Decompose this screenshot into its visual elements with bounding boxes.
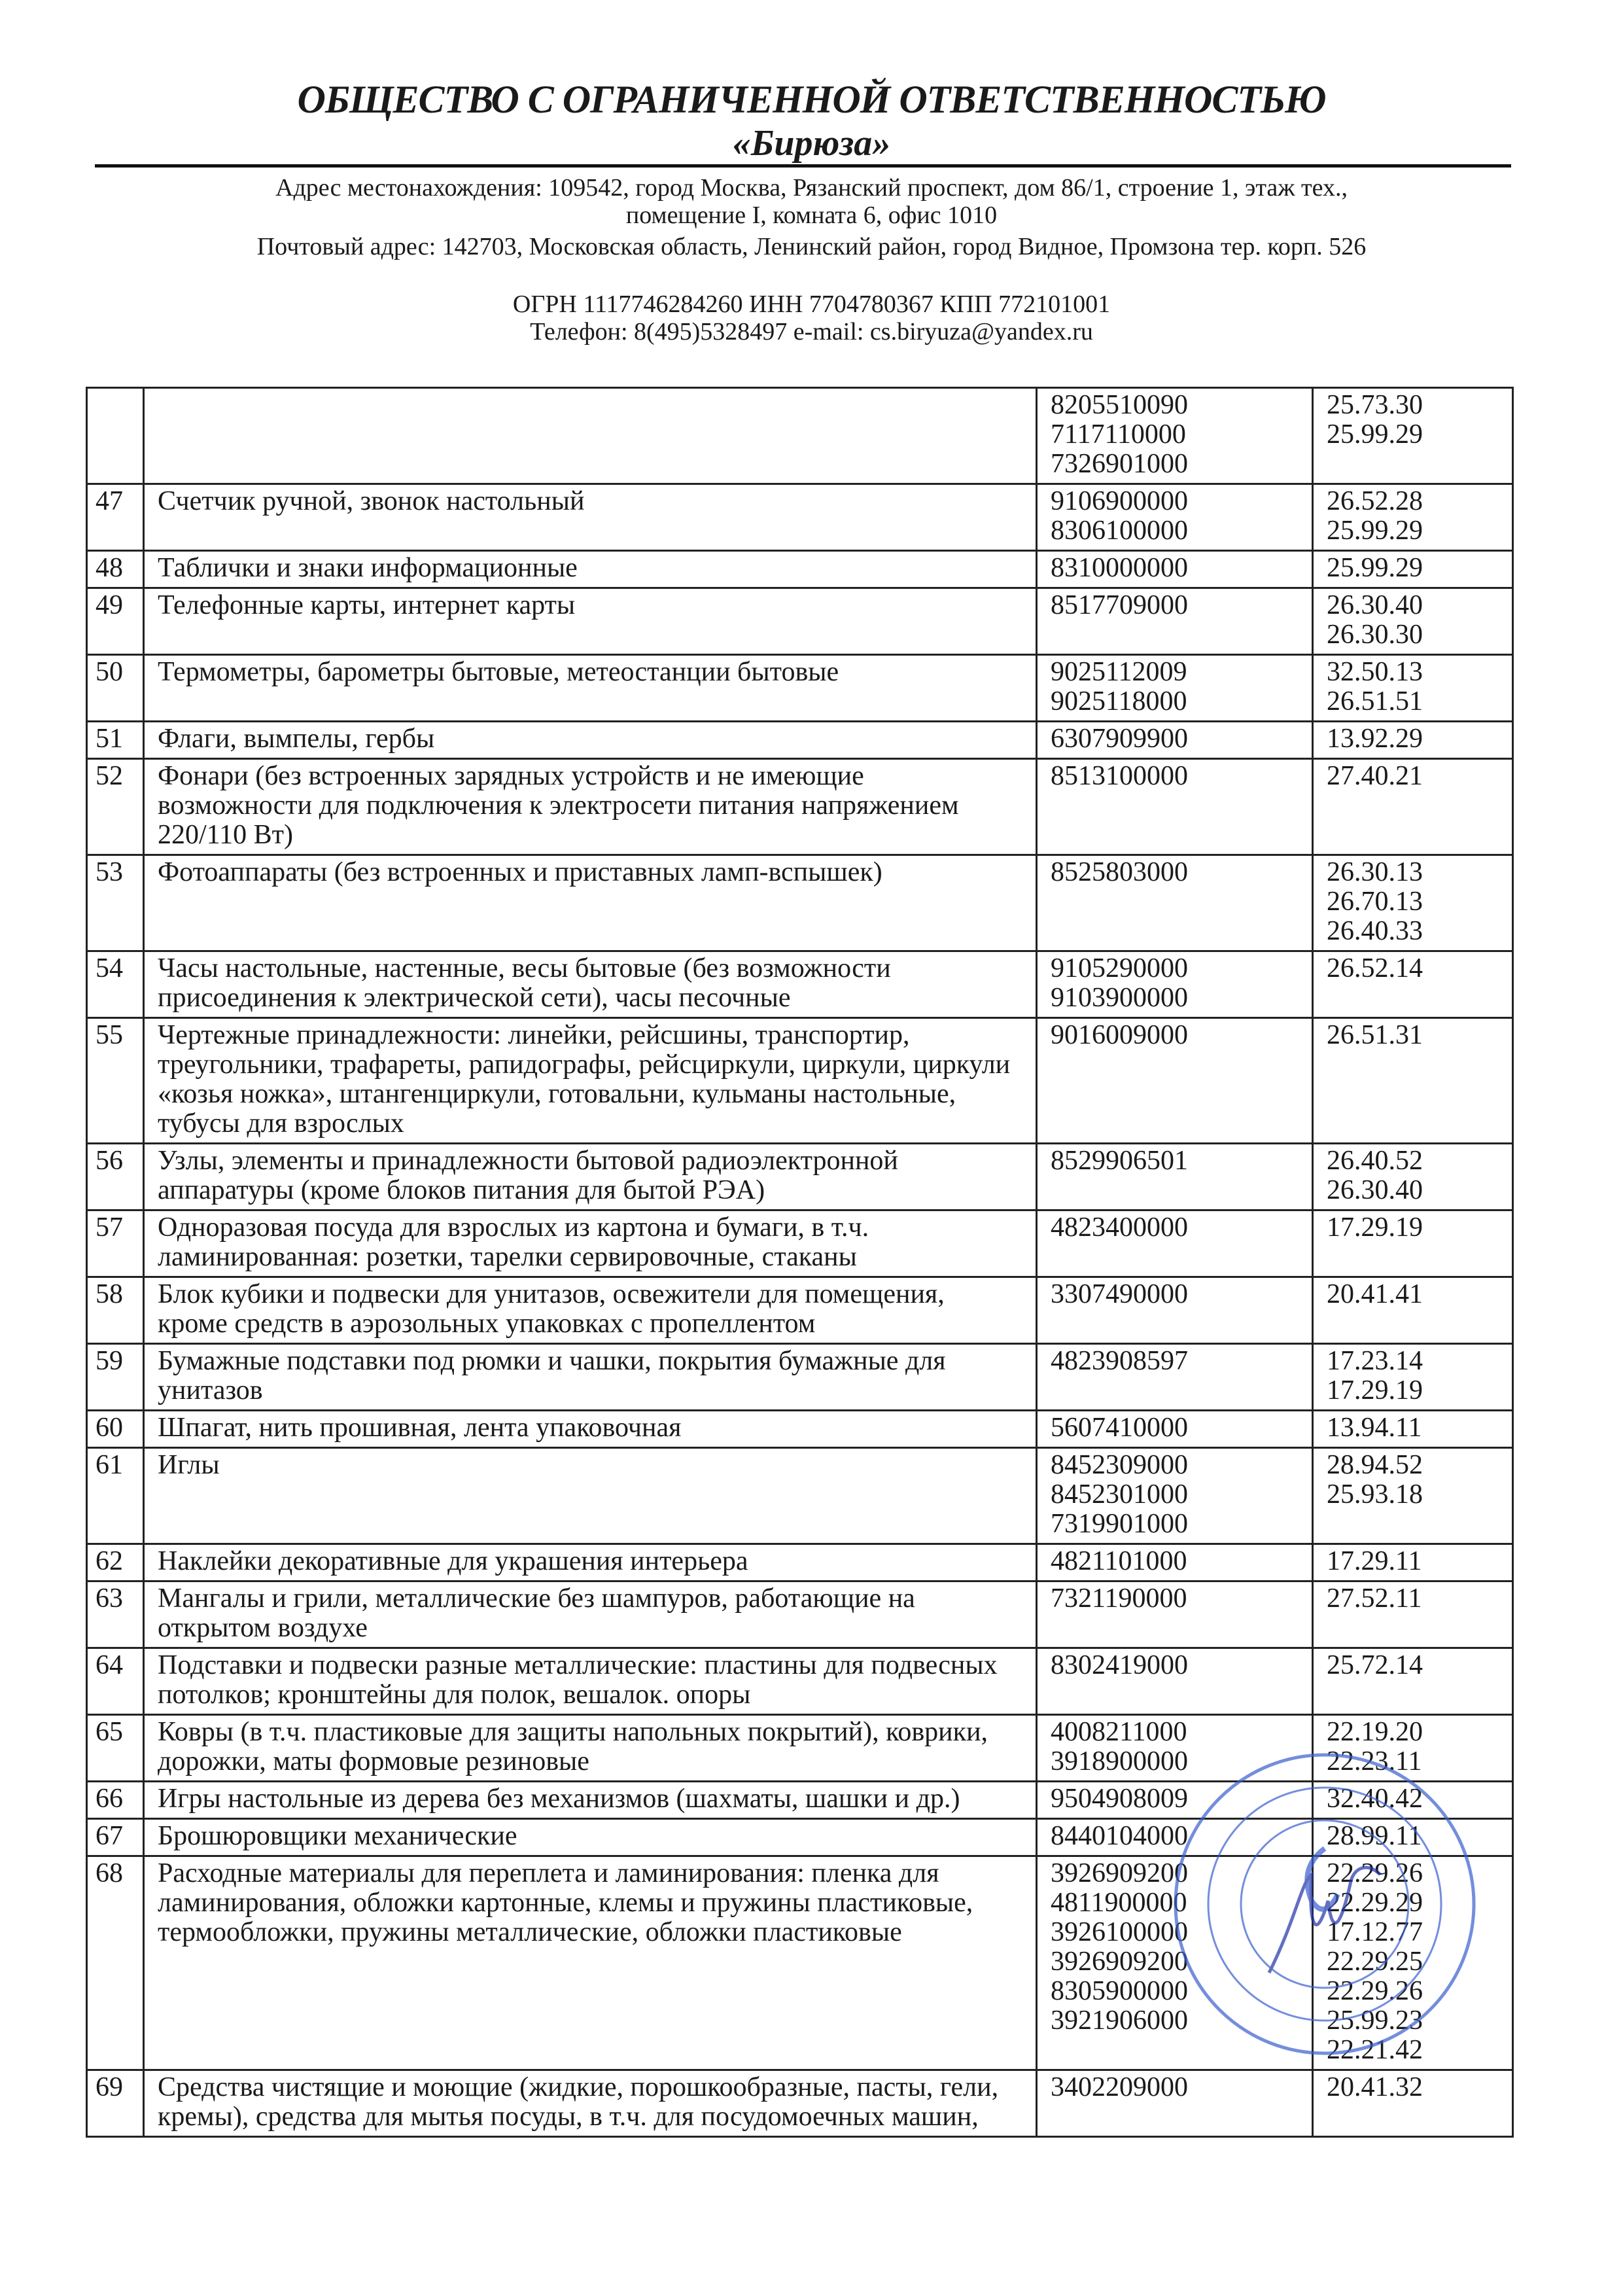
row-number: 56: [87, 1144, 144, 1210]
okpd-codes-line: 17.29.19: [1327, 1212, 1423, 1243]
tnved-codes-line: 8452301000: [1051, 1479, 1188, 1510]
table-row: [87, 1856, 1513, 2070]
okpd-codes: [1313, 722, 1513, 759]
product-description-line: Средства чистящие и моющие (жидкие, порошкообразные, пасты, гели,: [158, 2072, 999, 2102]
product-description-line: Мангалы и грили, металлические без шампуров, работающие на: [158, 1583, 915, 1614]
product-description-line: Подставки и подвески разные металлические: пластины для подвесных: [158, 1650, 998, 1680]
product-description-line: присоединения к электрической сети), часы песочные: [158, 983, 791, 1013]
product-description-line: 220/110 Вт): [158, 820, 293, 850]
table-row: [87, 1782, 1513, 1819]
product-description: [144, 1856, 1037, 2070]
tnved-codes-line: 7326901000: [1051, 449, 1188, 479]
tnved-codes-line: 8205510090: [1051, 390, 1188, 420]
row-number: 69: [87, 2070, 144, 2137]
table-row: [87, 1819, 1513, 1856]
product-description-line: возможности для подключения к электросети питания напряжением: [158, 790, 959, 821]
company-name: «Бирюза»: [732, 123, 891, 164]
product-description: [144, 2070, 1037, 2137]
tnved-codes-line: 6307909900: [1051, 724, 1188, 754]
product-description-line: Наклейки декоративные для украшения интерьера: [158, 1546, 748, 1576]
tnved-codes: [1037, 2070, 1313, 2137]
okpd-codes: [1313, 388, 1513, 484]
tnved-codes-line: 3402209000: [1051, 2072, 1188, 2102]
tnved-codes-line: 9106900000: [1051, 486, 1188, 516]
tnved-codes-line: 8517709000: [1051, 590, 1188, 620]
tnved-codes: [1037, 759, 1313, 855]
registration-numbers: ОГРН 1117746284260 ИНН 7704780367 КПП 772101001: [512, 291, 1111, 318]
okpd-codes-line: 25.72.14: [1327, 1650, 1423, 1680]
okpd-codes: [1313, 588, 1513, 655]
table-row: [87, 1648, 1513, 1715]
okpd-codes-line: 17.12.77: [1327, 1917, 1423, 1947]
tnved-codes: [1037, 1544, 1313, 1581]
tnved-codes: [1037, 1344, 1313, 1411]
row-number: 67: [87, 1819, 144, 1856]
product-description: [144, 1210, 1037, 1277]
product-description: [144, 388, 1037, 484]
table-row: [87, 655, 1513, 722]
okpd-codes: [1313, 1715, 1513, 1782]
table-row: [87, 388, 1513, 484]
okpd-codes-line: 26.51.31: [1327, 1020, 1423, 1050]
row-number: 48: [87, 551, 144, 588]
okpd-codes-line: 26.40.33: [1327, 916, 1423, 946]
product-description-line: Узлы, элементы и принадлежности бытовой радиоэлектронной: [158, 1146, 898, 1176]
row-number: 51: [87, 722, 144, 759]
tnved-codes: [1037, 855, 1313, 951]
table-row: [87, 1277, 1513, 1344]
okpd-codes: [1313, 855, 1513, 951]
product-description-line: потолков; кронштейны для полок, вешалок. опоры: [158, 1680, 751, 1710]
postal-address: Почтовый адрес: 142703, Московская область, Ленинский район, город Видное, Промзона тер. корп. 526: [256, 233, 1367, 260]
tnved-codes: [1037, 1411, 1313, 1448]
okpd-codes: [1313, 1144, 1513, 1210]
product-description-line: Иглы: [158, 1450, 220, 1480]
product-description-line: дорожки, маты формовые резиновые: [158, 1746, 589, 1776]
tnved-codes: [1037, 551, 1313, 588]
table-row: [87, 484, 1513, 551]
product-description-line: Фонари (без встроенных зарядных устройств и не имеющие: [158, 761, 864, 791]
okpd-codes: [1313, 1344, 1513, 1411]
product-description-line: треугольники, трафареты, рапидографы, рейсциркули, циркули, циркули: [158, 1050, 1011, 1080]
tnved-codes-line: 7117110000: [1051, 419, 1186, 450]
row-number: 62: [87, 1544, 144, 1581]
okpd-codes-line: 25.99.23: [1327, 2005, 1423, 2036]
tnved-codes-line: 3926909200: [1051, 1947, 1188, 1977]
table-row: [87, 1210, 1513, 1277]
okpd-codes-line: 22.19.20: [1327, 1717, 1423, 1747]
product-description: [144, 1448, 1037, 1544]
product-description: [144, 1782, 1037, 1819]
okpd-codes-line: 26.40.52: [1327, 1146, 1423, 1176]
okpd-codes-line: 17.29.19: [1327, 1375, 1423, 1405]
table-row: [87, 1715, 1513, 1782]
okpd-codes-line: 22.29.26: [1327, 1976, 1423, 2006]
tnved-codes-line: 8302419000: [1051, 1650, 1188, 1680]
table-row: [87, 551, 1513, 588]
tnved-codes: [1037, 1715, 1313, 1782]
table-row: [87, 1344, 1513, 1411]
row-number: 68: [87, 1856, 144, 2070]
table-row: [87, 855, 1513, 951]
tnved-codes: [1037, 1144, 1313, 1210]
legal-address-line1: Адрес местонахождения: 109542, город Москва, Рязанский проспект, дом 86/1, строение 1, этаж тех.,: [275, 174, 1348, 202]
row-number: 58: [87, 1277, 144, 1344]
product-description-line: Брошюровщики механические: [158, 1821, 517, 1851]
okpd-codes-line: 25.99.29: [1327, 419, 1423, 450]
row-number: 53: [87, 855, 144, 951]
product-description: [144, 855, 1037, 951]
product-description-line: Бумажные подставки под рюмки и чашки, покрытия бумажные для: [158, 1346, 946, 1376]
okpd-codes-line: 13.94.11: [1327, 1413, 1422, 1443]
product-description-line: Блок кубики и подвески для унитазов, освежители для помещения,: [158, 1279, 945, 1309]
product-description: [144, 759, 1037, 855]
okpd-codes-line: 26.30.30: [1327, 620, 1423, 650]
row-number: 61: [87, 1448, 144, 1544]
okpd-codes-line: 26.52.28: [1327, 486, 1423, 516]
tnved-codes: [1037, 1856, 1313, 2070]
okpd-codes-line: 27.52.11: [1327, 1583, 1422, 1614]
product-description-line: Счетчик ручной, звонок настольный: [158, 486, 585, 516]
tnved-codes-line: 4811900000: [1051, 1888, 1187, 1918]
product-description-line: «козья ножка», штангенциркули, готовальни, кульманы настольные,: [158, 1079, 956, 1109]
okpd-codes-line: 22.29.25: [1327, 1947, 1423, 1977]
product-description: [144, 484, 1037, 551]
table-row: [87, 1411, 1513, 1448]
product-description-line: тубусы для взрослых: [158, 1108, 404, 1139]
tnved-codes-line: 3921906000: [1051, 2005, 1188, 2036]
tnved-codes: [1037, 655, 1313, 722]
okpd-codes-line: 13.92.29: [1327, 724, 1423, 754]
row-number: 54: [87, 951, 144, 1018]
okpd-codes-line: 25.73.30: [1327, 390, 1423, 420]
tnved-codes-line: 8529906501: [1051, 1146, 1188, 1176]
table-row: [87, 1144, 1513, 1210]
tnved-codes-line: 9103900000: [1051, 983, 1188, 1013]
tnved-codes-line: 9016009000: [1051, 1020, 1188, 1050]
okpd-codes: [1313, 1210, 1513, 1277]
product-description: [144, 1648, 1037, 1715]
okpd-codes-line: 26.52.14: [1327, 953, 1423, 983]
product-description: [144, 951, 1037, 1018]
row-number: 60: [87, 1411, 144, 1448]
okpd-codes-line: 26.30.40: [1327, 1175, 1423, 1205]
tnved-codes-line: 9025112009: [1051, 657, 1187, 687]
tnved-codes: [1037, 1277, 1313, 1344]
okpd-codes: [1313, 1411, 1513, 1448]
table-row: [87, 2070, 1513, 2137]
okpd-codes: [1313, 1277, 1513, 1344]
tnved-codes: [1037, 1782, 1313, 1819]
okpd-codes-line: 26.51.51: [1327, 686, 1423, 716]
okpd-codes-line: 22.29.29: [1327, 1888, 1423, 1918]
product-description: [144, 655, 1037, 722]
tnved-codes-line: 5607410000: [1051, 1413, 1188, 1443]
table-row: [87, 759, 1513, 855]
tnved-codes-line: 3307490000: [1051, 1279, 1188, 1309]
okpd-codes: [1313, 2070, 1513, 2137]
row-number: 50: [87, 655, 144, 722]
tnved-codes-line: 8440104000: [1051, 1821, 1188, 1851]
okpd-codes: [1313, 951, 1513, 1018]
tnved-codes: [1037, 484, 1313, 551]
contacts: Телефон: 8(495)5328497 e-mail: cs.biryuza@yandex.ru: [530, 318, 1093, 345]
okpd-codes: [1313, 1856, 1513, 2070]
product-description-line: Игры настольные из дерева без механизмов (шахматы, шашки и др.): [158, 1784, 960, 1814]
tnved-codes-line: 3918900000: [1051, 1746, 1188, 1776]
product-description: [144, 1277, 1037, 1344]
product-description: [144, 1544, 1037, 1581]
okpd-codes: [1313, 551, 1513, 588]
row-number: 66: [87, 1782, 144, 1819]
okpd-codes-line: 25.99.29: [1327, 553, 1423, 583]
okpd-codes-line: 20.41.32: [1327, 2072, 1423, 2102]
okpd-codes-line: 28.94.52: [1327, 1450, 1423, 1480]
okpd-codes-line: 26.30.13: [1327, 857, 1423, 887]
product-description-line: Чертежные принадлежности: линейки, рейсшины, транспортир,: [158, 1020, 910, 1050]
row-number: 49: [87, 588, 144, 655]
tnved-codes-line: 7321190000: [1051, 1583, 1187, 1614]
product-description-line: ламинированная: розетки, тарелки сервировочные, стаканы: [158, 1242, 857, 1272]
tnved-codes: [1037, 951, 1313, 1018]
okpd-codes-line: 27.40.21: [1327, 761, 1423, 791]
tnved-codes-line: 8305900000: [1051, 1976, 1188, 2006]
okpd-codes-line: 17.23.14: [1327, 1346, 1423, 1376]
product-description-line: Ковры (в т.ч. пластиковые для защиты напольных покрытий), коврики,: [158, 1717, 988, 1747]
legal-address-line2: помещение I, комната 6, офис 1010: [625, 202, 998, 229]
row-number: 59: [87, 1344, 144, 1411]
table-row: [87, 951, 1513, 1018]
header-divider: [95, 164, 1511, 168]
row-number: 64: [87, 1648, 144, 1715]
product-description-line: Фотоаппараты (без встроенных и приставных ламп-вспышек): [158, 857, 882, 887]
product-description: [144, 588, 1037, 655]
product-description: [144, 1581, 1037, 1648]
row-number: 55: [87, 1018, 144, 1144]
product-description-line: термообложки, пружины металлические, обложки пластиковые: [158, 1917, 902, 1947]
product-description-line: Одноразовая посуда для взрослых из картона и бумаги, в т.ч.: [158, 1212, 869, 1243]
okpd-codes-line: 25.99.29: [1327, 516, 1423, 546]
tnved-codes: [1037, 1448, 1313, 1544]
product-description-line: ламинирования, обложки картонные, клемы и пружины пластиковые,: [158, 1888, 973, 1918]
okpd-codes: [1313, 1018, 1513, 1144]
product-description: [144, 1144, 1037, 1210]
product-description: [144, 1344, 1037, 1411]
okpd-codes-line: 22.29.26: [1327, 1858, 1423, 1888]
tnved-codes: [1037, 1648, 1313, 1715]
tnved-codes-line: 9105290000: [1051, 953, 1188, 983]
okpd-codes-line: 20.41.41: [1327, 1279, 1423, 1309]
okpd-codes-line: 32.50.13: [1327, 657, 1423, 687]
tnved-codes-line: 8306100000: [1051, 516, 1188, 546]
tnved-codes-line: 4823400000: [1051, 1212, 1188, 1243]
tnved-codes-line: 8310000000: [1051, 553, 1188, 583]
okpd-codes-line: 25.93.18: [1327, 1479, 1423, 1510]
okpd-codes: [1313, 1581, 1513, 1648]
product-description-line: унитазов: [158, 1375, 263, 1405]
okpd-codes: [1313, 1819, 1513, 1856]
tnved-codes-line: 3926909200: [1051, 1858, 1188, 1888]
tnved-codes-line: 4823908597: [1051, 1346, 1188, 1376]
product-description: [144, 1715, 1037, 1782]
product-description-line: кроме средств в аэрозольных упаковках с пропеллентом: [158, 1309, 816, 1339]
table-row: [87, 588, 1513, 655]
tnved-codes-line: 8525803000: [1051, 857, 1188, 887]
product-description-line: Расходные материалы для переплета и ламинирования: пленка для: [158, 1858, 939, 1888]
product-description-line: Флаги, вымпелы, гербы: [158, 724, 435, 754]
okpd-codes-line: 22.23.11: [1327, 1746, 1422, 1776]
product-description-line: Шпагат, нить прошивная, лента упаковочная: [158, 1413, 682, 1443]
row-number: [87, 388, 144, 484]
tnved-codes-line: 8452309000: [1051, 1450, 1188, 1480]
okpd-codes: [1313, 655, 1513, 722]
product-description: [144, 1819, 1037, 1856]
okpd-codes-line: 26.30.40: [1327, 590, 1423, 620]
okpd-codes: [1313, 1544, 1513, 1581]
row-number: 47: [87, 484, 144, 551]
row-number: 52: [87, 759, 144, 855]
row-number: 57: [87, 1210, 144, 1277]
product-description-line: кремы), средства для мытья посуды, в т.ч. для посудомоечных машин,: [158, 2102, 979, 2132]
company-title: ОБЩЕСТВО С ОГРАНИЧЕННОЙ ОТВЕТСТВЕННОСТЬЮ: [297, 78, 1326, 121]
okpd-codes-line: 28.99.11: [1327, 1821, 1422, 1851]
okpd-codes: [1313, 1448, 1513, 1544]
table-row: [87, 722, 1513, 759]
okpd-codes-line: 22.21.42: [1327, 2035, 1423, 2065]
okpd-codes-line: 26.70.13: [1327, 887, 1423, 917]
product-description-line: аппаратуры (кроме блоков питания для бытой РЭА): [158, 1175, 765, 1205]
product-description-line: открытом воздухе: [158, 1613, 368, 1643]
product-description-line: Термометры, барометры бытовые, метеостанции бытовые: [158, 657, 839, 687]
okpd-codes-line: 32.40.42: [1327, 1784, 1423, 1814]
tnved-codes: [1037, 588, 1313, 655]
tnved-codes-line: 9025118000: [1051, 686, 1187, 716]
product-description-line: Телефонные карты, интернет карты: [158, 590, 576, 620]
tnved-codes: [1037, 1581, 1313, 1648]
tnved-codes-line: 3926100000: [1051, 1917, 1188, 1947]
tnved-codes: [1037, 388, 1313, 484]
table-row: [87, 1448, 1513, 1544]
tnved-codes: [1037, 1018, 1313, 1144]
tnved-codes-line: 4821101000: [1051, 1546, 1187, 1576]
tnved-codes-line: 7319901000: [1051, 1509, 1188, 1539]
product-description: [144, 1018, 1037, 1144]
okpd-codes: [1313, 1782, 1513, 1819]
tnved-codes-line: 9504908009: [1051, 1784, 1188, 1814]
okpd-codes: [1313, 484, 1513, 551]
okpd-codes: [1313, 1648, 1513, 1715]
product-description-line: Часы настольные, настенные, весы бытовые (без возможности: [158, 953, 891, 983]
tnved-codes-line: 8513100000: [1051, 761, 1188, 791]
products-table: [86, 387, 1514, 2138]
product-description: [144, 722, 1037, 759]
table-row: [87, 1544, 1513, 1581]
row-number: 63: [87, 1581, 144, 1648]
row-number: 65: [87, 1715, 144, 1782]
okpd-codes-line: 17.29.11: [1327, 1546, 1422, 1576]
tnved-codes-line: 4008211000: [1051, 1717, 1187, 1747]
tnved-codes: [1037, 722, 1313, 759]
tnved-codes: [1037, 1210, 1313, 1277]
product-description: [144, 1411, 1037, 1448]
table-row: [87, 1018, 1513, 1144]
table-row: [87, 1581, 1513, 1648]
product-description: [144, 551, 1037, 588]
product-description-line: Таблички и знаки информационные: [158, 553, 578, 583]
okpd-codes: [1313, 759, 1513, 855]
tnved-codes: [1037, 1819, 1313, 1856]
